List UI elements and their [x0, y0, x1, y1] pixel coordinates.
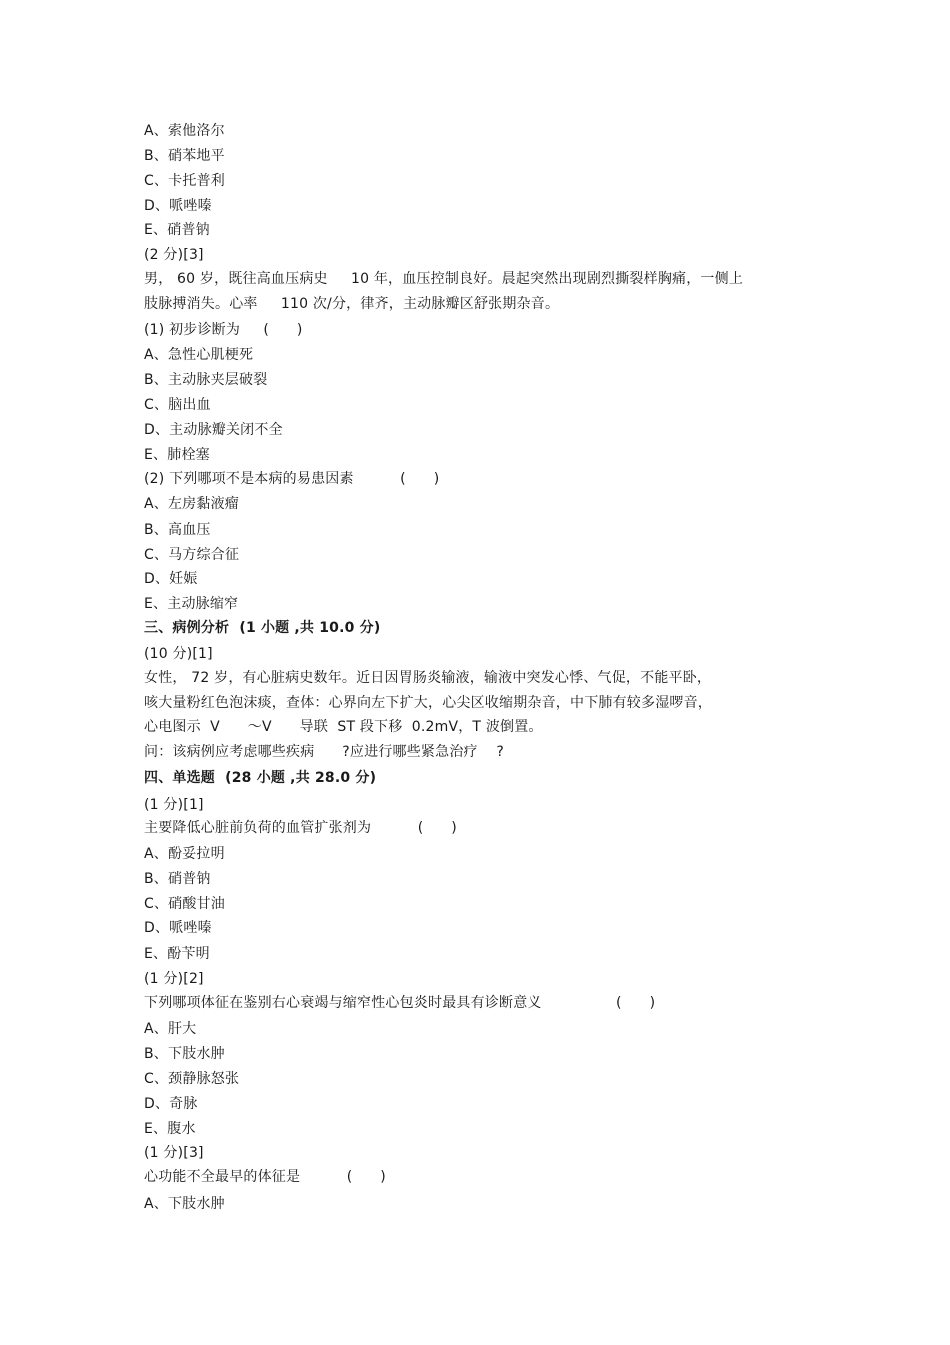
option-line: D、主动脉瓣关闭不全: [144, 422, 283, 438]
option-line: C、卡托普利: [144, 173, 225, 189]
option-line: B、主动脉夹层破裂: [144, 372, 268, 388]
option-line: E、酚苄明: [144, 946, 210, 962]
option-line: A、急性心肌梗死: [144, 347, 254, 363]
option-line: B、硝苯地平: [144, 148, 225, 164]
option-line: A、酚妥拉明: [144, 846, 225, 862]
question-score: (1 分)[1]: [144, 797, 204, 813]
question-stem: (2) 下列哪项不是本病的易患因素 ( ): [144, 471, 440, 487]
option-line: A、下肢水肿: [144, 1196, 225, 1212]
option-line: B、高血压: [144, 522, 211, 538]
case-text: 心电图示 V ～V 导联 ST 段下移 0.2mV，T 波倒置。: [144, 719, 543, 735]
option-line: C、马方综合征: [144, 547, 240, 563]
question-stem: 心功能不全最早的体征是 ( ): [144, 1169, 386, 1185]
case-text: 男， 60 岁，既往高血压病史 10 年，血压控制良好。晨起突然出现剧烈撕裂样胸痛，一侧上: [144, 271, 744, 287]
option-line: D、哌唑嗪: [144, 198, 212, 214]
option-line: D、哌唑嗪: [144, 920, 212, 936]
case-text: 肢脉搏消失。心率 110 次/分，律齐，主动脉瓣区舒张期杂音。: [144, 296, 560, 312]
option-line: A、索他洛尔: [144, 123, 225, 139]
section-heading: 四、单选题 (28 小题 ,共 28.0 分): [144, 770, 377, 786]
option-line: D、妊娠: [144, 571, 198, 587]
option-line: C、脑出血: [144, 397, 211, 413]
section-heading: 三、病例分析 (1 小题 ,共 10.0 分): [144, 620, 381, 636]
question-stem: 下列哪项体征在鉴别右心衰竭与缩窄性心包炎时最具有诊断意义 ( ): [144, 995, 656, 1011]
option-line: B、下肢水肿: [144, 1046, 225, 1062]
question-stem: (1) 初步诊断为 ( ): [144, 322, 303, 338]
option-line: B、硝普钠: [144, 871, 211, 887]
case-text: 女性， 72 岁，有心脏病史数年。近日因胃肠炎输液，输液中突发心悸、气促，不能平卧，: [144, 670, 712, 686]
case-question: 问：该病例应考虑哪些疾病 ?应进行哪些紧急治疗 ?: [144, 744, 504, 760]
case-text: 咳大量粉红色泡沫痰，查体：心界向左下扩大，心尖区收缩期杂音，中下肺有较多湿啰音，: [144, 695, 712, 711]
question-stem: 主要降低心脏前负荷的血管扩张剂为 ( ): [144, 820, 457, 836]
option-line: E、腹水: [144, 1121, 196, 1137]
question-score: (2 分)[3]: [144, 247, 204, 263]
option-line: E、肺栓塞: [144, 447, 210, 463]
option-line: E、硝普钠: [144, 222, 210, 238]
option-line: D、奇脉: [144, 1096, 198, 1112]
option-line: C、颈静脉怒张: [144, 1071, 240, 1087]
option-line: A、肝大: [144, 1021, 197, 1037]
question-score: (1 分)[2]: [144, 971, 204, 987]
option-line: E、主动脉缩窄: [144, 596, 239, 612]
question-score: (1 分)[3]: [144, 1145, 204, 1161]
option-line: C、硝酸甘油: [144, 896, 225, 912]
option-line: A、左房黏液瘤: [144, 496, 239, 512]
question-score: (10 分)[1]: [144, 646, 213, 662]
